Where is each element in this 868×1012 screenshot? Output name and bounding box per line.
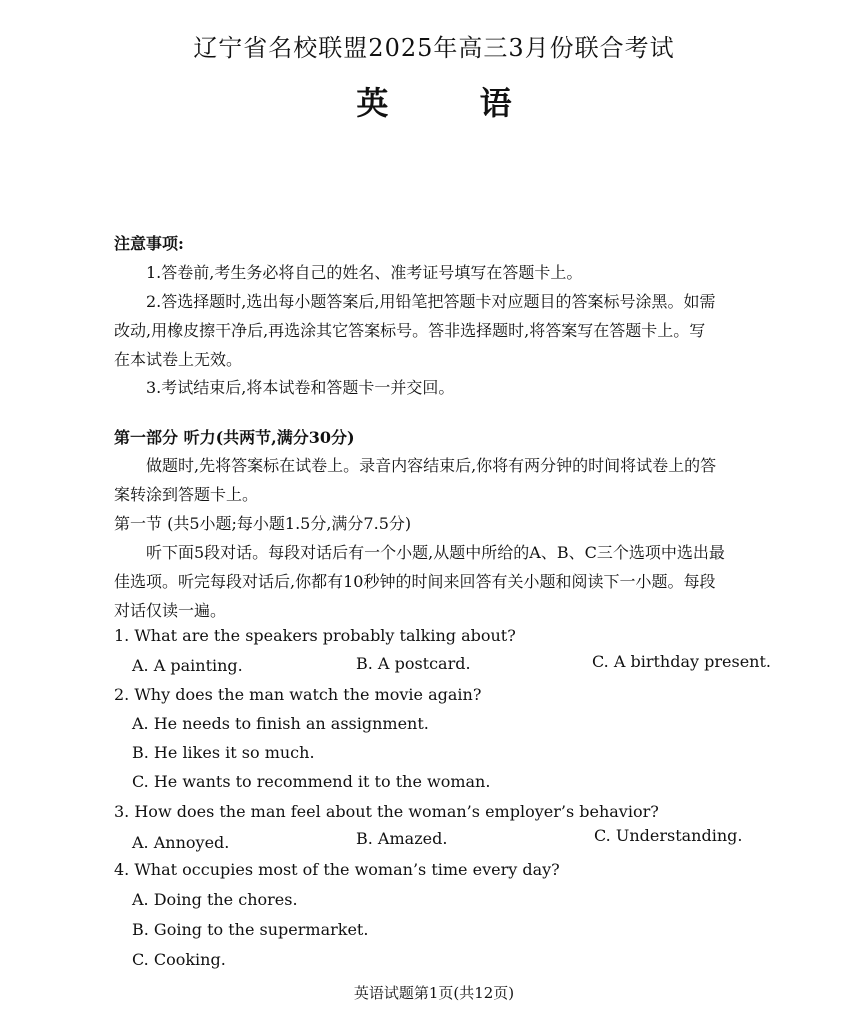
part1-intro-line-2: 案转涂到答题卡上。	[114, 485, 259, 504]
question-2-option-b: B. He likes it so much.	[132, 743, 315, 762]
question-1-option-b: B. A postcard.	[356, 654, 471, 673]
section1-heading: 第一节 (共5小题;每小题1.5分,满分7.5分)	[114, 514, 412, 533]
question-2-option-a: A. He needs to finish an assignment.	[132, 714, 429, 733]
part1-heading: 第一部分 听力(共两节,满分30分)	[114, 428, 355, 447]
page-footer: 英语试题第1页(共12页)	[353, 984, 515, 1002]
question-4-option-c: C. Cooking.	[132, 950, 226, 969]
question-3-option-c: C. Understanding.	[594, 826, 743, 845]
question-4-option-b: B. Going to the supermarket.	[132, 920, 369, 939]
notice-item-2-line-2: 改动,用橡皮擦干净后,再选涂其它答案标号。答非选择题时,将答案写在答题卡上。写	[114, 321, 706, 340]
question-3-option-b: B. Amazed.	[356, 829, 448, 848]
question-1-stem: 1. What are the speakers probably talking about?	[114, 626, 516, 645]
question-4-option-a: A. Doing the chores.	[132, 890, 298, 909]
notice-item-2-line-3: 在本试卷上无效。	[114, 350, 243, 369]
part1-intro-line-1: 做题时,先将答案标在试卷上。录音内容结束后,你将有两分钟的时间将试卷上的答	[146, 456, 717, 475]
question-2-stem: 2. Why does the man watch the movie again?	[114, 685, 482, 704]
section1-directions-line-2: 佳选项。听完每段对话后,你都有10秒钟的时间来回答有关小题和阅读下一小题。每段	[114, 572, 716, 591]
notice-item-1: 1.答卷前,考生务必将自己的姓名、准考证号填写在答题卡上。	[146, 263, 583, 282]
notice-item-2-line-1: 2.答选择题时,选出每小题答案后,用铅笔把答题卡对应题目的答案标号涂黑。如需	[146, 292, 716, 311]
question-1-option-c: C. A birthday present.	[592, 652, 771, 671]
question-1-option-a: A. A painting.	[132, 656, 243, 675]
subject-title: 英 语	[356, 84, 552, 122]
section1-directions-line-1: 听下面5段对话。每段对话后有一个小题,从题中所给的A、B、C三个选项中选出最	[146, 543, 725, 562]
question-4-stem: 4. What occupies most of the woman’s time every day?	[114, 860, 560, 879]
question-3-stem: 3. How does the man feel about the woman’s employer’s behavior?	[114, 802, 659, 821]
exam-title: 辽宁省名校联盟2025年高三3月份联合考试	[193, 34, 675, 62]
notice-heading: 注意事项:	[114, 234, 184, 253]
question-2-option-c: C. He wants to recommend it to the woman.	[132, 772, 491, 791]
notice-item-3: 3.考试结束后,将本试卷和答题卡一并交回。	[146, 378, 455, 397]
question-3-option-a: A. Annoyed.	[132, 833, 230, 852]
section1-directions-line-3: 对话仅读一遍。	[114, 601, 227, 620]
